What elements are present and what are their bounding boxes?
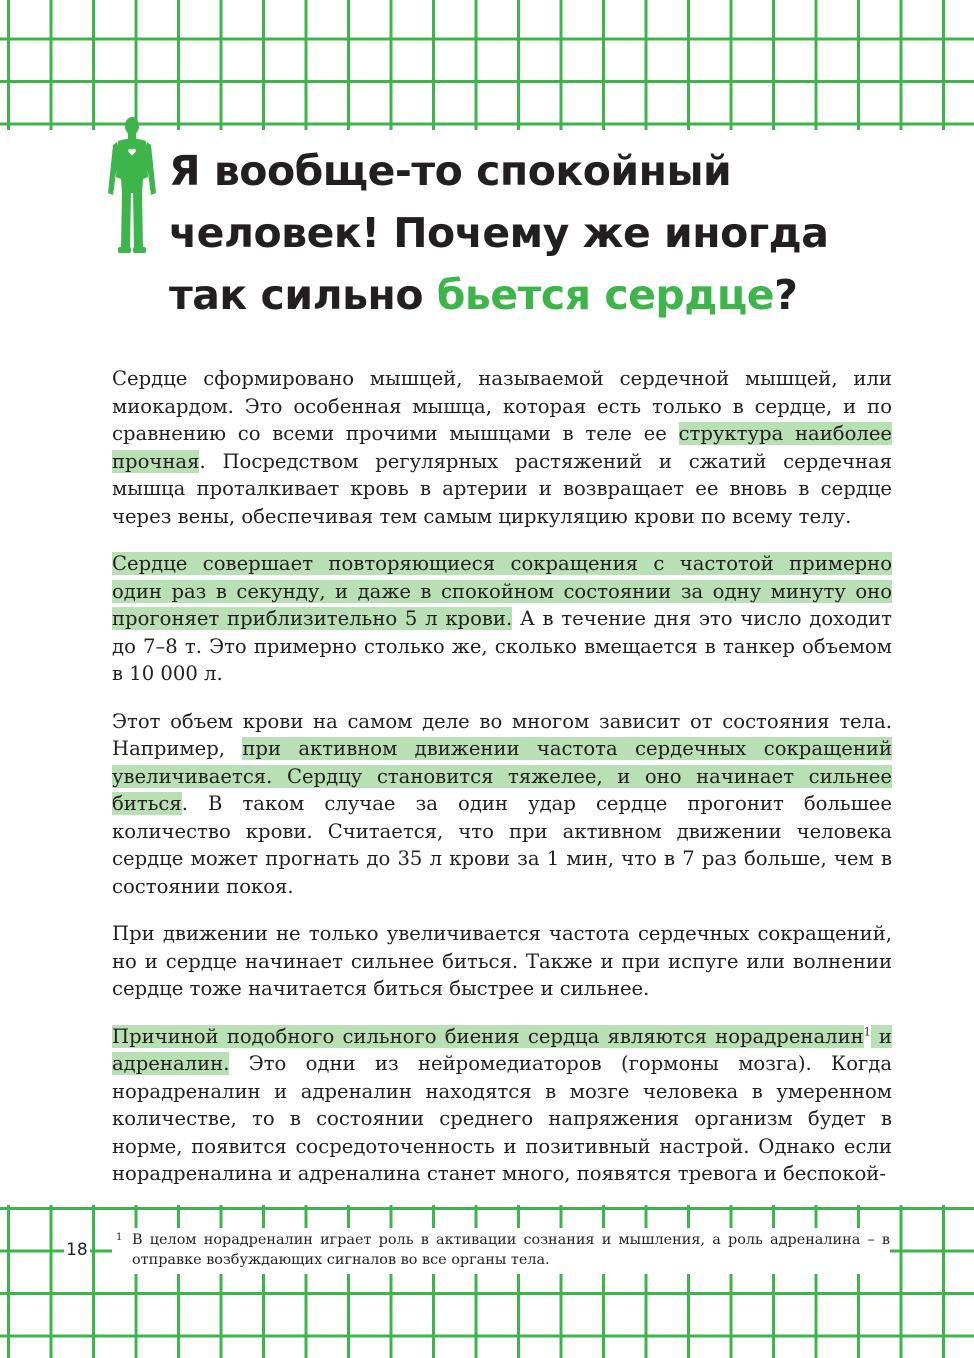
title-line-3-prefix: так сильно: [169, 271, 437, 319]
paragraph-1-text-end: . Посредством регулярных растяжений и сжатий сердечная мышца проталкивает кровь в артерии и возвращает ее вновь в сердце через вены, обеспечивая тем самым циркуляцию крови по всему телу.: [112, 449, 892, 528]
paragraph-1: [112, 365, 892, 530]
title-line-3-suffix: ?: [774, 271, 798, 319]
footnote-reference[interactable]: 1: [863, 1024, 871, 1038]
footnote-text: В целом норадреналин играет роль в активации сознания и мышления, а роль адреналина – в отправке возбуждающих сигналов во все органы тела.: [132, 1232, 890, 1268]
footnote-mark: 1: [116, 1232, 123, 1243]
paragraph-3-text: Этот объем крови на самом деле во многом зависит от состояния тела. Например,: [112, 709, 892, 760]
paragraph-3-text-end: . В таком случае за один удар сердце прогонит большее количество крови. Считается, что при активном движении человека сердце может прогнать до 35 л крови за 1 мин, что в 7 раз больше, чем в состоянии покоя.: [112, 792, 892, 898]
paragraph-3: [112, 708, 892, 901]
highlight-4: Причиной подобного сильного биения сердца являются норадреналин: [112, 1024, 864, 1048]
human-silhouette-heart-icon: [107, 115, 157, 255]
paragraph-2-text-end: А в течение дня это число доходит до 7–8 т. Это примерно столько же, сколько вмещается в танкер объемом в 10 000 л.: [112, 607, 892, 685]
article-body: [112, 365, 892, 1208]
highlight-4-continued: и адреналин.: [112, 1024, 892, 1075]
paragraph-4: [112, 920, 892, 1003]
paragraph-1-text: Сердце сформировано мышцей, называемой сердечной мышцей, или миокардом. Это особенная мышца, которая есть только в сердце, и по сравнению со всеми прочими мышцами в теле ее: [112, 367, 892, 445]
highlight-2: Сердце совершает повторяющиеся сокращения с частотой примерно один раз в секунду, и даже в спокойном состоянии за одну минуту оно прогоняет приблизительно 5 л крови.: [112, 552, 892, 630]
title-accent: бьется сердце: [436, 271, 775, 319]
paragraph-5-text-end: Это одни из нейромедиаторов (гормоны мозга). Когда норадреналин и адреналин находятся в мозге человека в умеренном количестве, то в состоянии среднего напряжения организм будет в норме, появится сосредоточенность и позитивный настрой. Однако если норадреналина и адреналина станет много, появятся тревога и беспокой-: [112, 1052, 892, 1185]
page-title: [169, 140, 889, 326]
page-number: 18: [66, 1240, 88, 1260]
paragraph-5: [112, 1023, 892, 1188]
title-line-1: Я вообще-то спокойный: [169, 147, 732, 195]
highlight-3: при активном движении частота сердечных сокращений увеличивается. Сердцу становится тяжелее, и оно начинает сильнее биться: [112, 737, 893, 815]
title-line-2: человек! Почему же иногда: [169, 209, 829, 257]
paragraph-4-text: При движении не только увеличивается частота сердечных сокращений, но и сердце начинает сильнее биться. Также и при испуге или волнении сердце тоже начитается биться быстрее и сильнее.: [112, 922, 892, 1000]
footnote: [112, 1228, 890, 1274]
highlight-1: структура наиболее прочная: [112, 422, 893, 473]
paragraph-2: [112, 550, 892, 688]
grid-pattern-top: [0, 0, 974, 130]
